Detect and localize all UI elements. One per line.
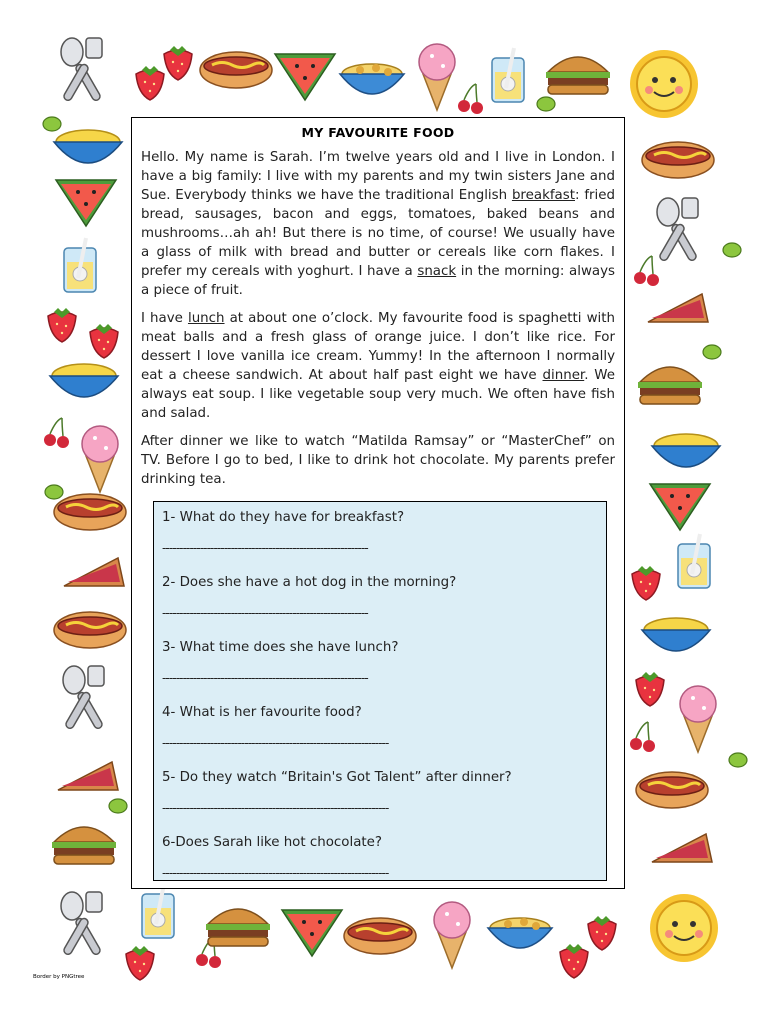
cherries-icon xyxy=(634,256,659,286)
question-item xyxy=(162,508,606,570)
macaroni-bowl-icon xyxy=(54,130,122,163)
underlined-word-snack: snack xyxy=(417,264,457,279)
question-item xyxy=(162,638,606,700)
border-credit: Border by PNGtree xyxy=(33,974,85,980)
cherries-icon xyxy=(44,418,69,448)
green-bean-icon xyxy=(43,117,61,131)
strawberry-icon xyxy=(632,566,660,600)
reading-paragraph-3: After dinner we like to watch “Matilda Ramsay” or “MasterChef” on TV. Before I go to bed, I like to drink hot chocolate. My parents prefer drinking tea. xyxy=(141,434,615,487)
green-bean-icon xyxy=(537,97,555,111)
answer-line[interactable]: ------------------------------------------------------------ xyxy=(162,606,368,620)
macaroni-bowl-icon xyxy=(642,618,710,651)
pie-slice-icon xyxy=(648,294,708,322)
text-run: Hello. My name is Sarah. I’m twelve years old and I live in London. I have a big family: I live with my parents and my twin sisters Jane and Sue. Everybody thinks we have the traditional English xyxy=(141,150,615,203)
burger-icon xyxy=(546,57,610,94)
answer-line[interactable]: ------------------------------------------------------------ xyxy=(162,541,368,555)
green-bean-icon xyxy=(109,799,127,813)
question-item xyxy=(162,833,606,895)
strawberry-icon xyxy=(636,672,664,706)
cereal-bowl-icon xyxy=(488,918,552,948)
question-text: 2- Does she have a hot dog in the morning? xyxy=(162,575,457,590)
strawberry-icon xyxy=(48,308,76,342)
fork-and-spoon-icon xyxy=(63,666,104,730)
fork-and-spoon-icon xyxy=(61,38,102,102)
watermelon-icon xyxy=(275,54,335,100)
strawberry-icon xyxy=(136,66,164,100)
hot-dog-icon xyxy=(344,918,416,954)
underlined-word-lunch: lunch xyxy=(187,311,225,326)
question-text: 6-Does Sarah like hot chocolate? xyxy=(162,835,383,850)
green-bean-icon xyxy=(723,243,741,257)
burger-icon xyxy=(206,909,270,946)
question-text: 3- What time does she have lunch? xyxy=(162,640,399,655)
answer-line[interactable]: ------------------------------------------------------------------ xyxy=(162,736,389,750)
juice-glass-icon xyxy=(678,534,710,588)
ice-cream-icon xyxy=(419,44,455,110)
text-run: I have xyxy=(141,311,188,326)
cherries-icon xyxy=(458,84,483,114)
juice-glass-icon xyxy=(492,48,524,102)
ice-cream-icon xyxy=(82,426,118,492)
green-bean-icon xyxy=(703,345,721,359)
macaroni-bowl-icon xyxy=(50,364,118,397)
question-text: 4- What is her favourite food? xyxy=(162,705,362,720)
cereal-bowl-icon xyxy=(340,64,404,94)
macaroni-bowl-icon xyxy=(652,434,720,467)
hot-dog-icon xyxy=(636,772,708,808)
sun-icon xyxy=(650,894,718,962)
fork-and-spoon-icon xyxy=(657,198,698,262)
hot-dog-icon xyxy=(54,612,126,648)
question-text: 1- What do they have for breakfast? xyxy=(162,510,405,525)
question-item xyxy=(162,573,606,635)
watermelon-icon xyxy=(56,180,116,226)
text-run: : fried bread, sausages, bacon and eggs, tomatoes, baked beans and mushrooms…ah ah! But there is no time, of course! We usually have a glass of milk with bread and butter or cereals like corn flakes. I prefer my cereals with yoghurt. I have a xyxy=(141,188,615,279)
pie-slice-icon xyxy=(64,558,124,586)
pie-slice-icon xyxy=(652,834,712,862)
hot-dog-icon xyxy=(642,142,714,178)
juice-glass-icon xyxy=(64,238,96,292)
strawberry-icon xyxy=(90,324,118,358)
answer-line[interactable]: ------------------------------------------------------------------ xyxy=(162,801,389,815)
text-run: . We always eat soup. I like vegetable soup very much. We often have fish and salad. xyxy=(141,368,615,421)
worksheet xyxy=(131,117,625,889)
text-run: in the morning: always a piece of fruit. xyxy=(141,264,616,298)
question-text: 5- Do they watch “Britain's Got Talent” after dinner? xyxy=(162,770,512,785)
green-bean-icon xyxy=(729,753,747,767)
burger-icon xyxy=(52,827,116,864)
watermelon-icon xyxy=(282,910,342,956)
questions-box xyxy=(153,501,607,881)
ice-cream-icon xyxy=(434,902,470,968)
strawberry-icon xyxy=(164,46,192,80)
question-item xyxy=(162,703,606,765)
hot-dog-icon xyxy=(200,52,272,88)
burger-icon xyxy=(638,367,702,404)
ice-cream-icon xyxy=(680,686,716,752)
pie-slice-icon xyxy=(58,762,118,790)
watermelon-icon xyxy=(650,484,710,530)
answer-line[interactable]: ------------------------------------------------------------ xyxy=(162,671,368,685)
text-run: at about one o’clock. My favourite food is spaghetti with meat balls and a fresh glass of orange juice. I don’t like rice. For dessert I love vanilla ice cream. Yummy! In the afternoon I normally eat a cheese sandwich. At about half past eight we have xyxy=(141,311,615,383)
strawberry-icon xyxy=(126,946,154,980)
question-item xyxy=(162,768,606,830)
green-bean-icon xyxy=(45,485,63,499)
worksheet-title: MY FAVOURITE FOOD xyxy=(301,125,455,140)
answer-line[interactable]: ------------------------------------------------------------------ xyxy=(162,866,389,880)
hot-dog-icon xyxy=(54,494,126,530)
underlined-word-breakfast: breakfast xyxy=(511,188,575,203)
strawberry-icon xyxy=(588,916,616,950)
reading-paragraph-2 xyxy=(141,309,615,423)
fork-and-spoon-icon xyxy=(61,892,102,956)
cherries-icon xyxy=(630,722,655,752)
sun-icon xyxy=(630,50,698,118)
strawberry-icon xyxy=(560,944,588,978)
underlined-word-dinner: dinner xyxy=(542,368,585,383)
reading-paragraph-1 xyxy=(141,148,615,300)
